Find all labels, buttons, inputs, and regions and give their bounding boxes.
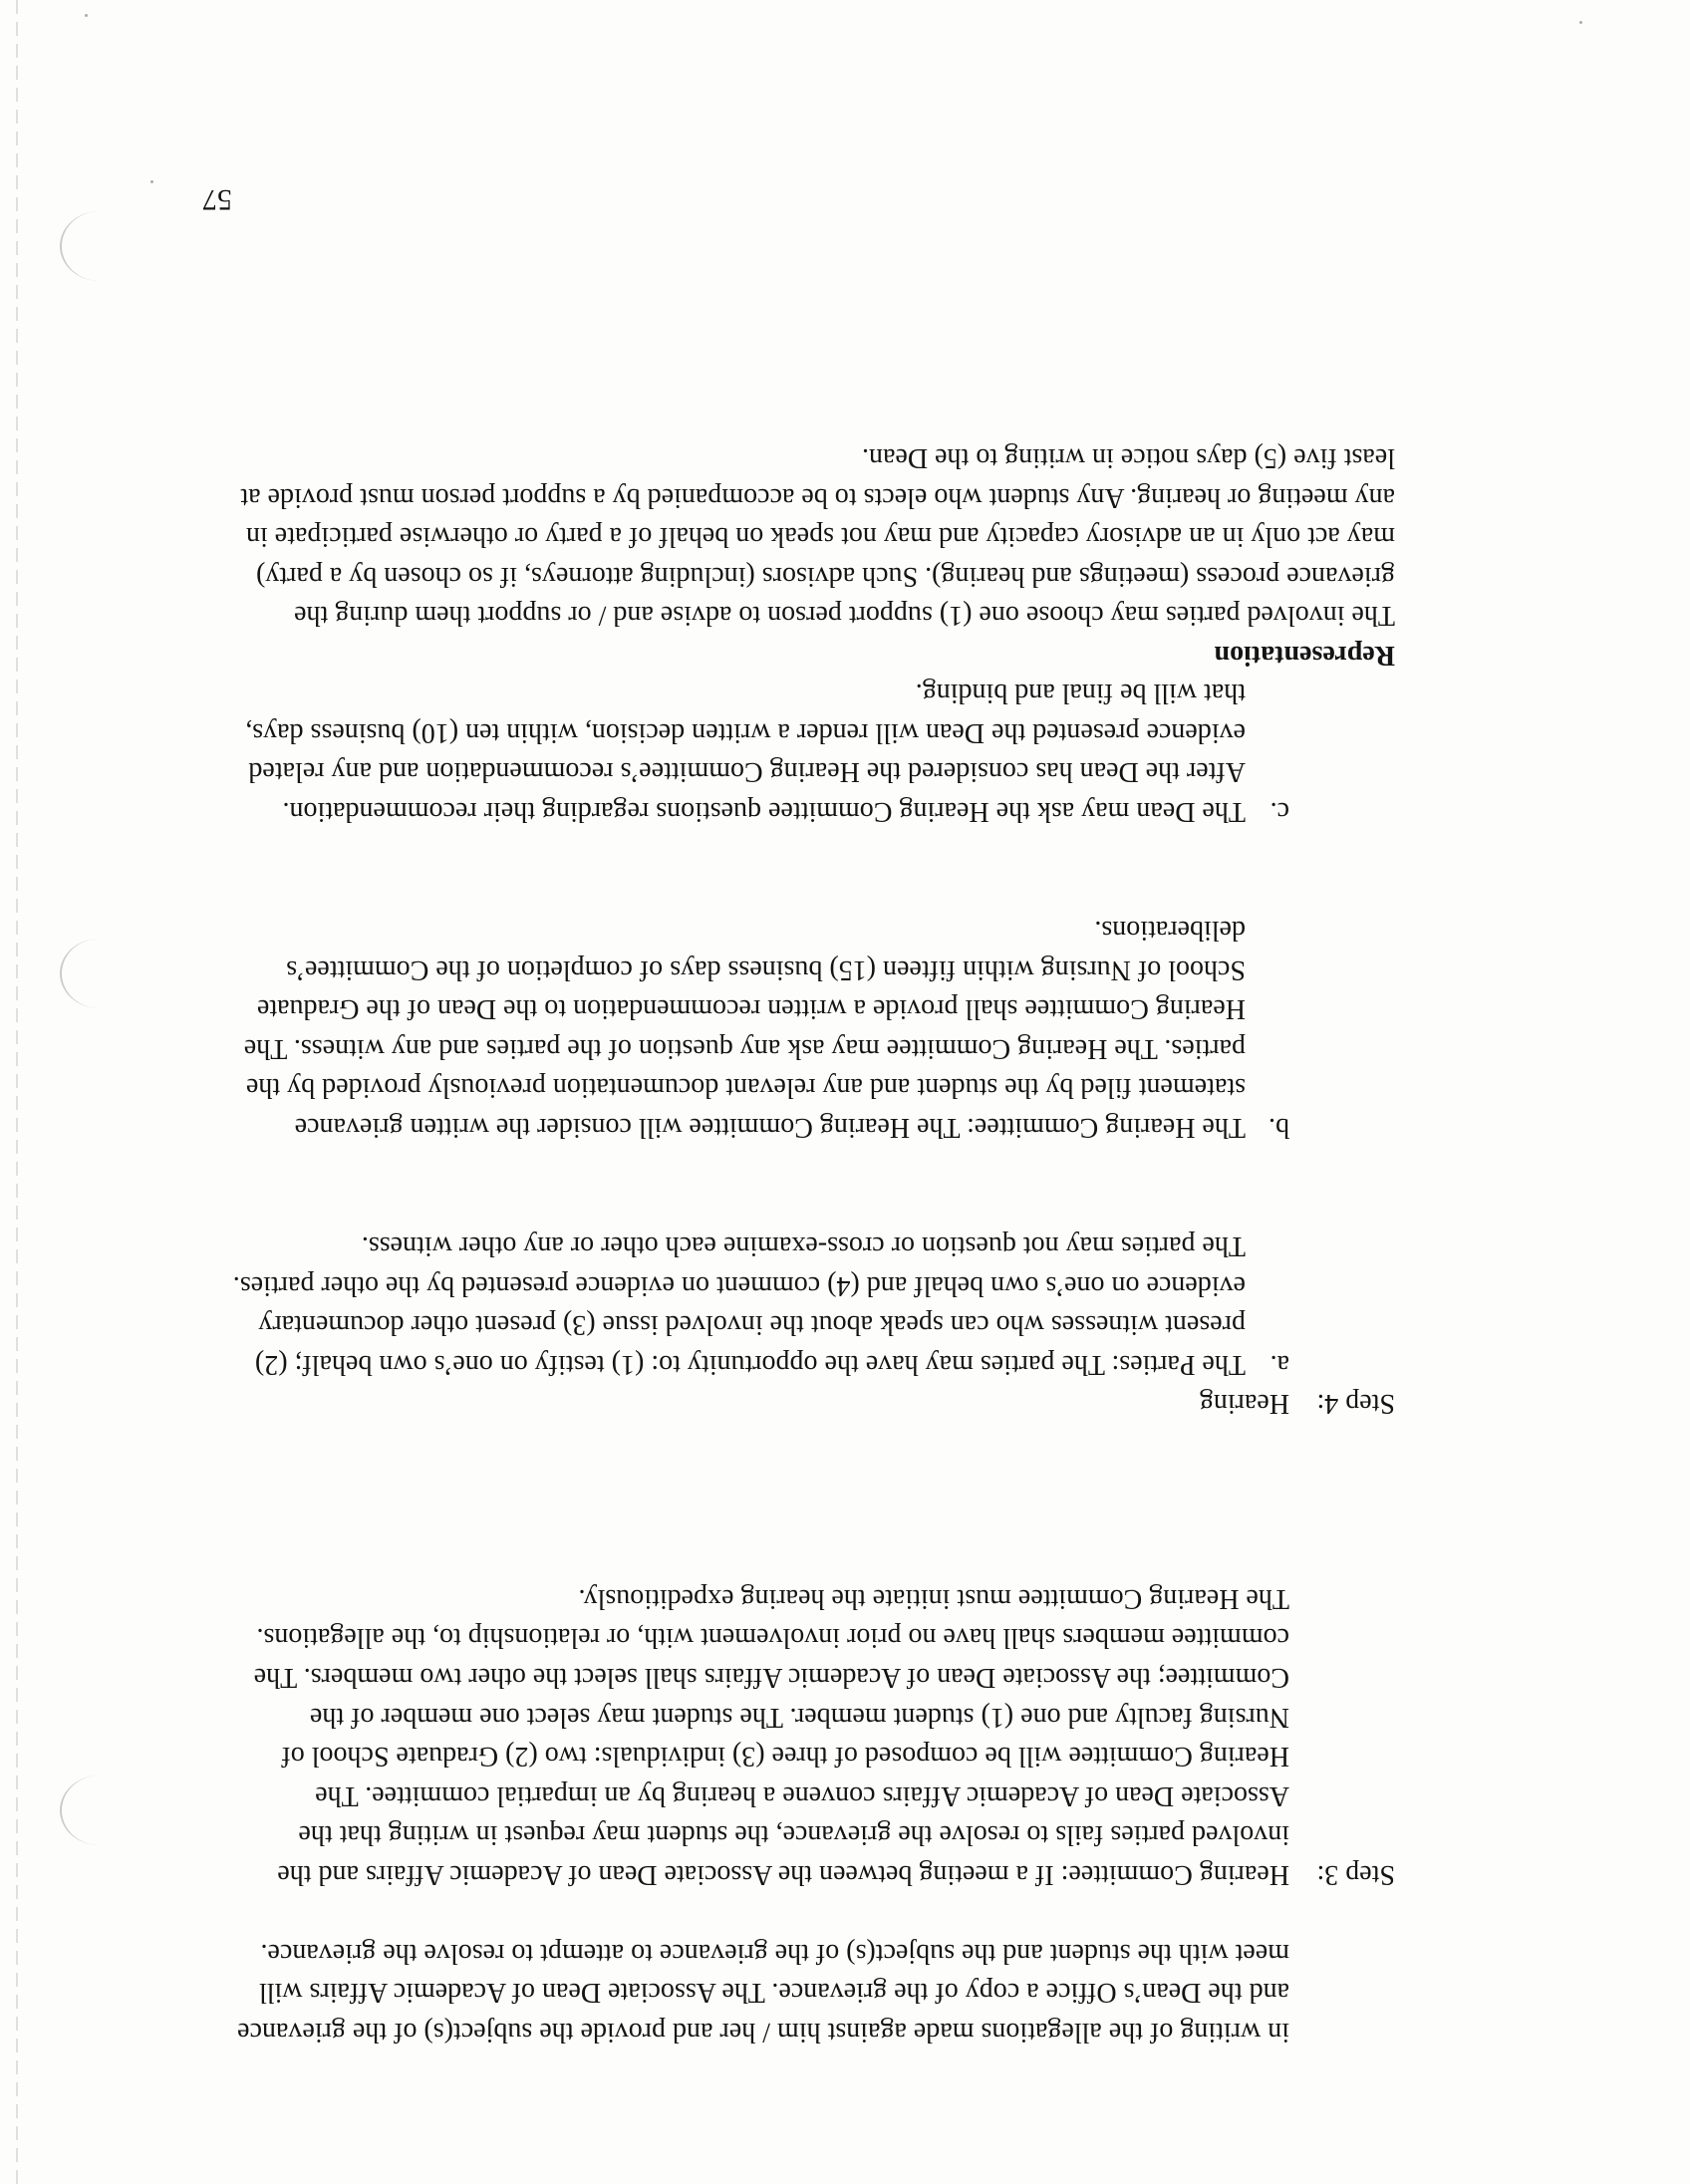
step-4-label: Step 4: xyxy=(1316,1388,1395,1419)
punch-hole-mark xyxy=(60,1775,102,1845)
scan-speck xyxy=(150,180,153,183)
step-4 xyxy=(223,1383,1395,1423)
item-label: a. xyxy=(1269,1349,1289,1380)
step-3 xyxy=(223,1578,1395,1894)
step-4-item xyxy=(223,674,1289,831)
scan-speck xyxy=(1579,21,1582,24)
step-4-item-c-block xyxy=(223,674,1289,831)
item-text: The Parties: The parties may have the opportunity to: (1) testify on one’s own behalf; (2) present witnesses who can speak about the involved issue (3) present other documentary evidence on one’s own behalf and (4) comment on evidence presented by the other parties. The parties may not question or cross-examine each other or any other witness. xyxy=(232,1230,1246,1380)
representation-block xyxy=(223,437,1395,675)
step-3-label: Step 3: xyxy=(1316,1859,1395,1890)
scan-edge-line xyxy=(16,0,18,2184)
scan-speck xyxy=(85,14,88,17)
item-text: The Dean may ask the Hearing Committee questions regarding their recommendation. After the Dean has considered the Hearing Committee’s recommendation and any related evidence presented the Dean will render a written decision, within ten (10) business days, that will be final and binding. xyxy=(245,678,1246,827)
step-3-text: Hearing Committee: If a meeting between the Associate Dean of Academic Affairs and the involved parties fails to resolve the grievance, the student may request in writing that the Associate Dean of Academic Affairs convene a hearing by an impartial committee. The Hearing Committee will be composed of three (3) individuals: two (2) Graduate School of Nursing faculty and one (1) student member. The student may select one member of the Committee; the Associate Dean of Academic Affairs shall select the other two members. The committee members shall have no prior involvement with, or relationship to, the allegations. The Hearing Committee must initiate the hearing expeditiously. xyxy=(253,1582,1289,1890)
continuation-block xyxy=(223,1933,1289,2051)
page-number: 57 xyxy=(202,183,232,216)
item-text: The Hearing Committee: The Hearing Committee will consider the written grievance statement filed by the student and any relevant documentation previously provided by the parties. The Hearing Committee may ask any question of the parties and any witness. The Hearing Committee shall provide a written recommendation to the Dean of the Graduate School of Nursing within fifteen (15) business days of completion of the Committee’s deliberations. xyxy=(243,915,1246,1143)
item-label: c. xyxy=(1269,796,1289,827)
item-label: b. xyxy=(1268,1112,1289,1143)
step-3-block xyxy=(223,1578,1395,1894)
step-4-item xyxy=(223,910,1289,1147)
punch-hole-mark xyxy=(60,211,102,281)
continuation-paragraph: in writing of the allegations made against him / her and provide the subject(s) of the grievance and the Dean’s Office a copy of the grievance. The Associate Dean of Academic Affairs will meet with the student and the subject(s) of the grievance to attempt to resolve the grievance. xyxy=(237,1937,1289,2048)
step-4-item xyxy=(223,1227,1289,1384)
representation-text: The involved parties may choose one (1) support person to advise and / or support them during the grievance process (meetings and hearing). Such advisors (including attorneys, if so chosen by a party) may act only in an advisory capacity and may not speak on behalf of a party or otherwise participate in any meeting or hearing. Any student who elects to be accompanied by a support person must provide at least five (5) days notice in writing to the Dean. xyxy=(240,442,1395,632)
step-4-block xyxy=(223,1383,1395,1423)
step-4-title: Hearing xyxy=(1199,1388,1289,1419)
representation-heading: Representation xyxy=(1214,640,1395,671)
step-4-item-a-block xyxy=(223,1227,1289,1384)
punch-hole-mark xyxy=(60,939,102,1008)
step-4-item-b-block xyxy=(223,910,1289,1147)
